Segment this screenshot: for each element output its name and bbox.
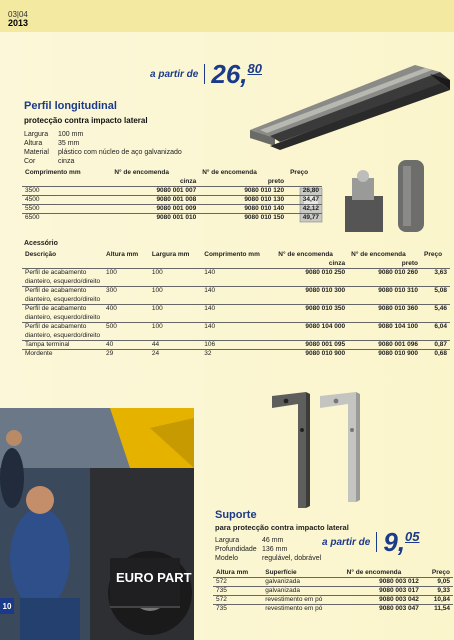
spec-key: Largura xyxy=(215,537,240,544)
cell-l: 140 xyxy=(201,322,275,331)
cell: 3500 xyxy=(22,186,111,195)
cell-l: 32 xyxy=(201,349,275,358)
col-header: Preço xyxy=(290,169,309,176)
cell: 572 xyxy=(213,577,262,586)
cell: 42,12 xyxy=(287,204,322,213)
col-header: Superfície xyxy=(265,568,297,576)
cell: 735 xyxy=(213,586,262,595)
cell: revestimento em pó xyxy=(262,595,343,604)
table-row-continuation xyxy=(22,313,450,322)
cell-w: 100 xyxy=(149,304,201,313)
table-row xyxy=(213,577,453,586)
col-header: N° de encomenda xyxy=(202,169,257,176)
col-header: Descrição xyxy=(25,251,57,258)
cell-p: 9080 010 360 xyxy=(348,304,421,313)
spec-value: 136 mm xyxy=(262,546,288,553)
col-header: Altura mm xyxy=(216,568,249,576)
table-row-continuation xyxy=(22,295,450,304)
table-row xyxy=(22,213,322,222)
cell: 6500 xyxy=(22,213,111,222)
cell-h: 400 xyxy=(103,304,149,313)
cell-description: Tampa terminal xyxy=(22,340,103,349)
cell-c: 9080 010 350 xyxy=(275,304,348,313)
cell-price: 6,04 xyxy=(421,322,450,331)
col-header: Altura mm xyxy=(106,251,139,258)
col-subheader: cinza xyxy=(179,177,197,185)
cell-c: 9080 104 000 xyxy=(275,322,348,331)
table-row xyxy=(22,186,322,195)
cell-c: 9080 010 300 xyxy=(275,286,348,295)
cell: 9080 001 008 xyxy=(111,195,199,204)
issue-year: 2013 xyxy=(8,18,29,28)
col-header: N° de encomenda xyxy=(346,568,402,576)
table-row xyxy=(22,340,450,349)
accessories-label: Acessório xyxy=(24,240,58,247)
cell-p: 9080 104 100 xyxy=(348,322,421,331)
col-header: Comprimento mm xyxy=(25,169,81,176)
product-subtitle: protecção contra impacto lateral xyxy=(24,116,148,125)
cell-h: 29 xyxy=(103,349,149,358)
cell: 5500 xyxy=(22,204,111,213)
table-row xyxy=(213,604,453,613)
spec-key: Profundidade xyxy=(215,546,257,553)
spec-key: Largura xyxy=(24,131,49,138)
spec-value: plástico com núcleo de aço galvanizado xyxy=(58,149,182,156)
cell-l: 140 xyxy=(201,268,275,277)
cell: 9080 003 012 xyxy=(344,577,422,586)
issue-month: 03|04 xyxy=(8,10,28,19)
cell-price: 3,63 xyxy=(421,268,450,277)
profile-table xyxy=(22,168,322,222)
brand-logo-text: EURO PART xyxy=(116,570,192,585)
table-row-continuation xyxy=(22,277,450,286)
accessories-body xyxy=(22,268,450,358)
cell-l: 106 xyxy=(201,340,275,349)
spec-key: Material xyxy=(24,149,49,156)
col-header: N° de encomenda xyxy=(278,251,333,258)
cell: galvanizada xyxy=(262,577,343,586)
col-subheader xyxy=(201,259,275,268)
cell: 10,84 xyxy=(422,595,453,604)
col-subheader: preto xyxy=(267,177,285,185)
price-cents: 05 xyxy=(405,529,420,544)
table-row xyxy=(213,595,453,604)
col-subheader: cinza xyxy=(328,259,346,267)
cell: 9080 003 042 xyxy=(344,595,422,604)
price-from-label: a partir de xyxy=(150,69,199,80)
col-subheader xyxy=(287,177,322,186)
spec-value: 46 mm xyxy=(262,537,284,544)
table-row xyxy=(22,268,450,277)
cell-description: Perfil de acabamento xyxy=(22,268,103,277)
table-row xyxy=(22,286,450,295)
table-row xyxy=(22,349,450,358)
col-subheader: preto xyxy=(401,259,419,267)
cell-description: Mordente xyxy=(22,349,103,358)
cell-description-2: dianteiro, esquerdo/direito xyxy=(25,295,101,303)
bracket-image xyxy=(260,390,370,508)
cell: 26,80 xyxy=(287,186,322,195)
cell-h: 100 xyxy=(103,268,149,277)
cell-price: 5,46 xyxy=(421,304,450,313)
issue-date xyxy=(8,10,28,28)
cell: 49,77 xyxy=(287,213,322,222)
col-subheader xyxy=(103,259,149,268)
table-row xyxy=(213,586,453,595)
cell: 34,47 xyxy=(287,195,322,204)
product2-subtitle: para protecção contra impacto lateral xyxy=(215,523,349,532)
cell: 9080 001 009 xyxy=(111,204,199,213)
col-header: Preço xyxy=(424,251,443,258)
cell-l: 140 xyxy=(201,304,275,313)
table-row-continuation xyxy=(22,331,450,340)
spec-key: Modelo xyxy=(215,555,238,562)
cell-h: 300 xyxy=(103,286,149,295)
product2-specs xyxy=(215,536,321,563)
cell-w: 100 xyxy=(149,286,201,295)
table-row xyxy=(22,204,322,213)
cell-description-2: dianteiro, esquerdo/direito xyxy=(25,277,101,285)
col-header: N° de encomenda xyxy=(351,251,406,258)
cell-w: 100 xyxy=(149,268,201,277)
cell-c: 9080 010 250 xyxy=(275,268,348,277)
product-title: Perfil longitudinal xyxy=(24,100,117,112)
cell-h: 500 xyxy=(103,322,149,331)
price-main: 26, xyxy=(211,59,248,89)
cell: 9080 003 017 xyxy=(344,586,422,595)
top-bar xyxy=(0,0,454,32)
price-banner-profile xyxy=(150,60,262,88)
price-divider xyxy=(204,64,205,84)
accessories-table xyxy=(22,250,450,358)
col-subheader xyxy=(22,177,111,186)
cell-price: 0,87 xyxy=(421,340,450,349)
cell-c: 9080 001 095 xyxy=(275,340,348,349)
cell-p: 9080 010 900 xyxy=(348,349,421,358)
cell-description-2: dianteiro, esquerdo/direito xyxy=(25,313,101,321)
col-header: Largura mm xyxy=(151,251,190,258)
price-cents: 80 xyxy=(247,61,262,76)
spec-key: Altura xyxy=(24,140,43,147)
cell-w: 44 xyxy=(149,340,201,349)
price-from-label: a partir de xyxy=(322,537,371,548)
cell-description: Perfil de acabamento xyxy=(22,304,103,313)
cell: 735 xyxy=(213,604,262,613)
table-row xyxy=(22,322,450,331)
product2-title: Suporte xyxy=(215,509,257,521)
bracket-table xyxy=(213,568,453,613)
table-row xyxy=(22,195,322,204)
cell-c: 9080 010 900 xyxy=(275,349,348,358)
cell-l: 140 xyxy=(201,286,275,295)
spec-value: cinza xyxy=(58,158,75,165)
cell: 4500 xyxy=(22,195,111,204)
price-divider xyxy=(376,532,377,552)
col-subheader xyxy=(22,259,103,268)
cell: 9080 001 007 xyxy=(111,186,199,195)
cell: 9080 010 130 xyxy=(199,195,287,204)
cell-price: 5,08 xyxy=(421,286,450,295)
cell: 9,05 xyxy=(422,577,453,586)
cell: 11,54 xyxy=(422,604,453,613)
spec-value: 100 mm xyxy=(58,131,84,138)
cell-p: 9080 001 096 xyxy=(348,340,421,349)
cell-description-2: dianteiro, esquerdo/direito xyxy=(25,331,101,339)
spec-value: 35 mm xyxy=(58,140,80,147)
cell: revestimento em pó xyxy=(262,604,343,613)
cell-p: 9080 010 260 xyxy=(348,268,421,277)
spec-value: regulável, dobrável xyxy=(262,555,322,562)
cell-h: 40 xyxy=(103,340,149,349)
workshop-photo xyxy=(0,408,194,640)
col-subheader xyxy=(421,259,450,268)
cell: 572 xyxy=(213,595,262,604)
cell-p: 9080 010 310 xyxy=(348,286,421,295)
cell-w: 24 xyxy=(149,349,201,358)
cell: 9080 001 010 xyxy=(111,213,199,222)
page-number: 10 xyxy=(0,598,14,614)
col-header: Preço xyxy=(431,568,450,576)
col-header: N° de encomenda xyxy=(114,169,169,176)
product-specs xyxy=(24,130,182,166)
price-main: 9, xyxy=(383,527,406,557)
cell: 9,33 xyxy=(422,586,453,595)
cell: galvanizada xyxy=(262,586,343,595)
cell: 9080 010 120 xyxy=(199,186,287,195)
price-banner-bracket xyxy=(322,528,420,556)
spec-key: Cor xyxy=(24,158,36,165)
cell: 9080 010 140 xyxy=(199,204,287,213)
cell: 9080 003 047 xyxy=(344,604,422,613)
cell-description: Perfil de acabamento xyxy=(22,286,103,295)
table-row xyxy=(22,304,450,313)
cell-description: Perfil de acabamento xyxy=(22,322,103,331)
cell-price: 0,68 xyxy=(421,349,450,358)
col-subheader xyxy=(149,259,201,268)
cell-w: 100 xyxy=(149,322,201,331)
cell: 9080 010 150 xyxy=(199,213,287,222)
col-header: Comprimento mm xyxy=(204,251,260,258)
